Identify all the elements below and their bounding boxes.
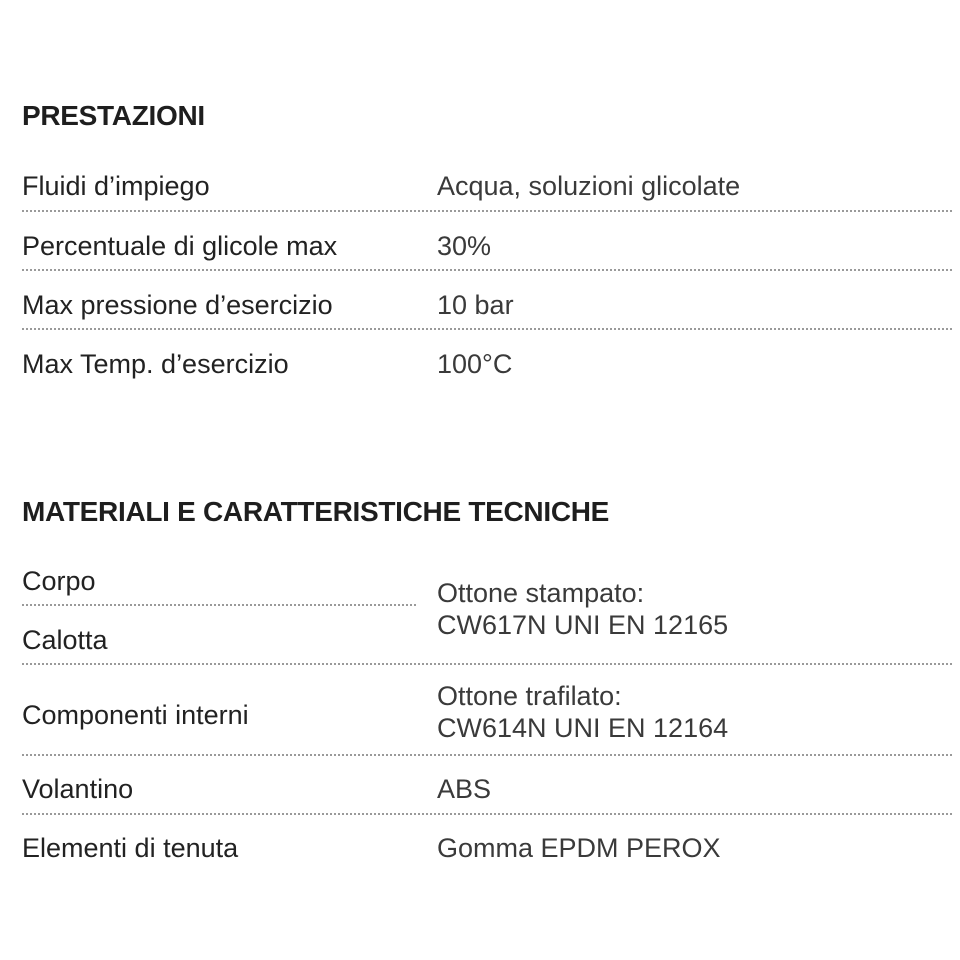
spec-label-temperatura: Max Temp. d’esercizio xyxy=(22,349,289,379)
spec-label-volantino: Volantino xyxy=(22,774,134,804)
spec-value-volantino: ABS xyxy=(437,774,492,804)
row-divider xyxy=(22,269,952,271)
spec-value-tenuta: Gomma EPDM PEROX xyxy=(437,833,721,863)
row-divider xyxy=(22,210,952,212)
row-divider xyxy=(22,754,952,756)
row-divider xyxy=(22,604,416,606)
spec-value-corpo-calotta xyxy=(437,577,728,641)
section-title-prestazioni: PRESTAZIONI xyxy=(22,100,205,131)
spec-label-corpo: Corpo xyxy=(22,566,96,596)
row-divider xyxy=(22,813,952,815)
section-title-materiali: MATERIALI E CARATTERISTICHE TECNICHE xyxy=(22,496,610,527)
spec-value-componenti xyxy=(437,680,728,744)
row-divider xyxy=(22,663,952,665)
spec-value-fluidi: Acqua, soluzioni glicolate xyxy=(437,171,741,201)
spec-value-glicole: 30% xyxy=(437,231,492,261)
spec-label-componenti: Componenti interni xyxy=(22,700,249,730)
spec-value-line: Ottone stampato: xyxy=(437,578,645,608)
spec-label-fluidi: Fluidi d’impiego xyxy=(22,171,210,201)
spec-value-line: CW614N UNI EN 12164 xyxy=(437,713,729,743)
spec-label-pressione: Max pressione d’esercizio xyxy=(22,290,333,320)
row-divider xyxy=(22,328,952,330)
spec-value-temperatura: 100°C xyxy=(437,349,513,379)
spec-value-line: Ottone trafilato: xyxy=(437,681,622,711)
spec-value-pressione: 10 bar xyxy=(437,290,514,320)
spec-label-calotta: Calotta xyxy=(22,625,108,655)
spec-label-glicole: Percentuale di glicole max xyxy=(22,231,338,261)
spec-value-line: CW617N UNI EN 12165 xyxy=(437,610,729,640)
spec-label-tenuta: Elementi di tenuta xyxy=(22,833,239,863)
